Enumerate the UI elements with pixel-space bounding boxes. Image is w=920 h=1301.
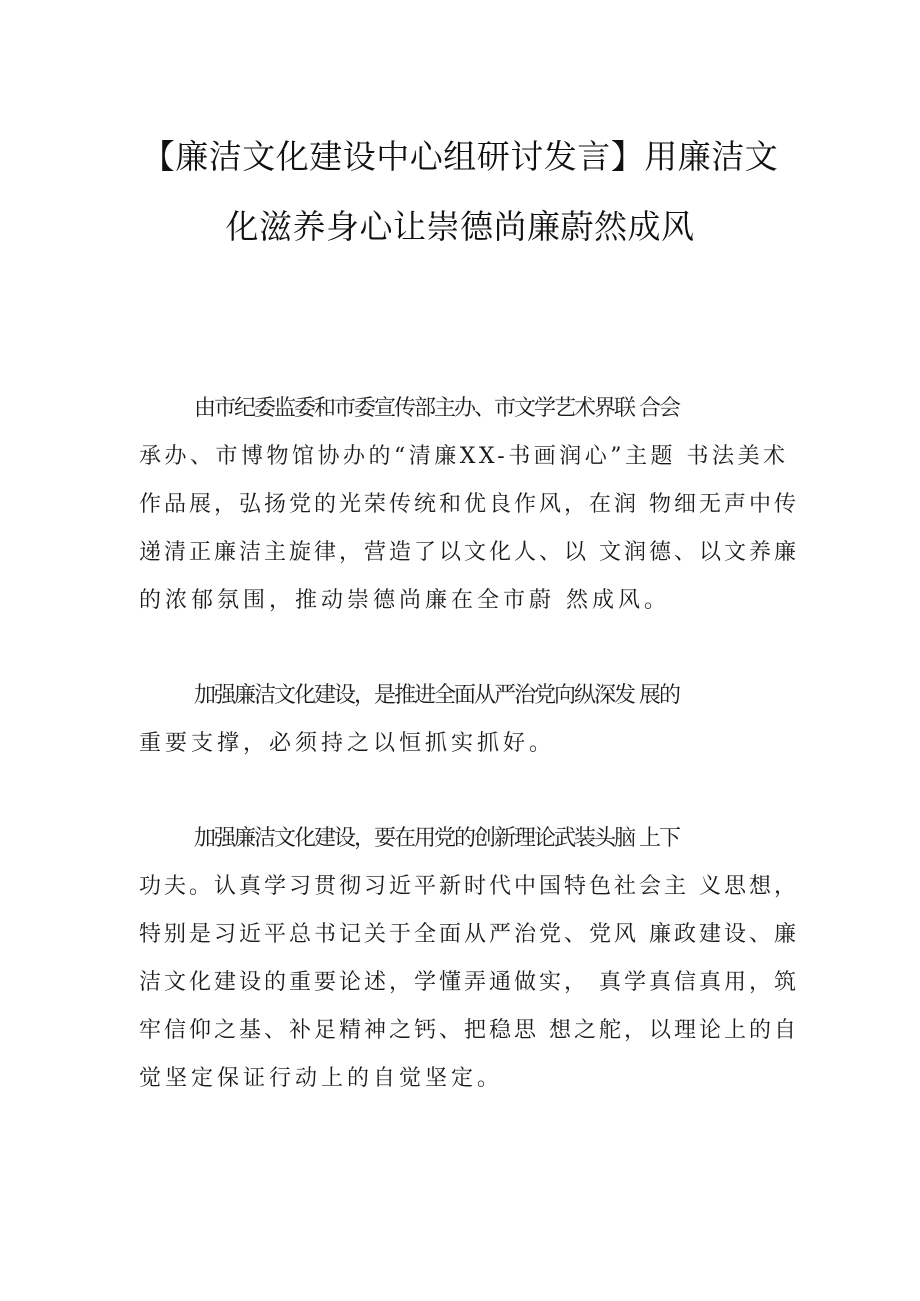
paragraph-line: 由市纪委监委和市委宣传部主办、市文学艺术界联 合会 (194, 396, 679, 421)
paragraph-line: 特别是习近平总书记关于全面从严治党、党风 廉政建设、廉 (139, 922, 799, 947)
paragraph-line: 洁文化建设的重要论述，学懂弄通做实， 真学真信真用，筑 (139, 970, 799, 995)
paragraph-line: 递清正廉洁主旋律，营造了以文化人、以 文润德、以文养廉 (139, 540, 799, 565)
document-title-line-2: 化滋养身心让崇德尚廉蔚然成风 (225, 207, 695, 246)
paragraph-line: 功夫。认真学习贯彻习近平新时代中国特色社会主 义思想， (139, 874, 799, 899)
paragraph-line: 加强廉洁文化建设，要在用党的创新理论武装头脑 上下 (194, 826, 679, 851)
paragraph-line: 牢信仰之基、补足精神之钙、把稳思 想之舵，以理论上的自 (139, 1018, 799, 1043)
paragraph-line: 作品展，弘扬党的光荣传统和优良作风，在润 物细无声中传 (139, 492, 799, 517)
paragraph-line: 的浓郁氛围，推动崇德尚廉在全市蔚 然成风。 (139, 588, 670, 613)
paragraph-line: 觉坚定保证行动上的自觉坚定。 (139, 1066, 504, 1091)
paragraph-line: 承办、市博物馆协办的“清廉XX-书画润心”主题 书法美术 (139, 444, 789, 469)
document-title-line-1: 【廉洁文化建设中心组研讨发言】用廉洁文 (141, 137, 779, 176)
paragraph-line: 加强廉洁文化建设，是推进全面从严治党向纵深发 展的 (194, 683, 679, 708)
paragraph-line: 重要支撑，必须持之以恒抓实抓好。 (139, 731, 556, 756)
